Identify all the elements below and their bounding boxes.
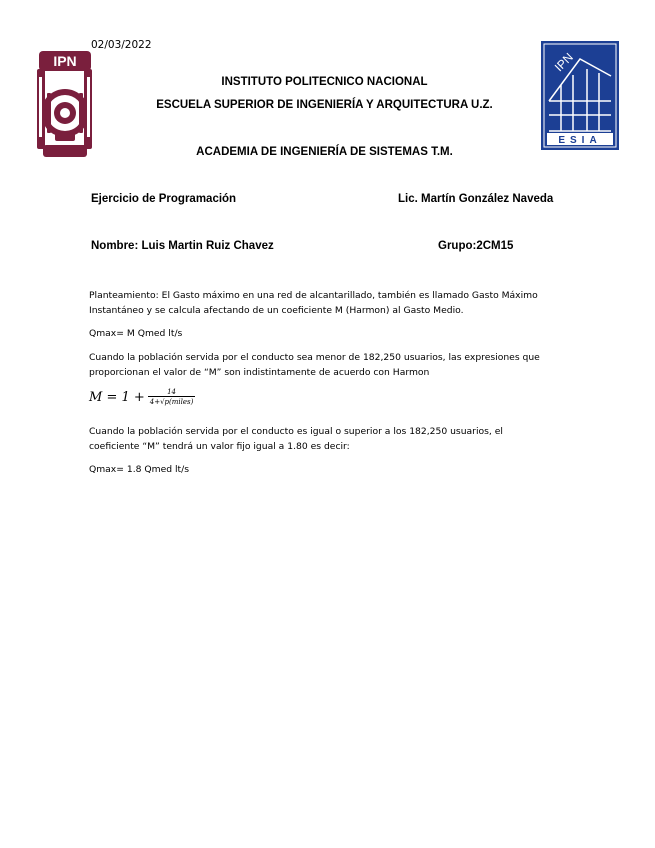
text-line: Cuando la población servida por el conducto sea menor de 182,250 usuarios, las expresiones que — [89, 352, 540, 363]
text-line: coeficiente “M” tendrá un valor fijo igual a 1.80 es decir: — [89, 441, 350, 452]
equation-qmax-fixed: Qmax= 1.8 Qmed lt/s — [89, 464, 190, 475]
condition-paragraph — [89, 350, 540, 380]
formula-lhs: M = 1 + — [89, 389, 145, 405]
formula-denominator: 4+√p(miles) — [149, 398, 194, 406]
school-title: ESCUELA SUPERIOR DE INGENIERÍA Y ARQUITECTURA U.Z. — [156, 99, 493, 111]
teacher-name: Lic. Martín González Naveda — [398, 193, 554, 205]
text-line: Instantáneo y se calcula afectando de un coeficiente M (Harmon) al Gasto Medio. — [89, 305, 464, 316]
svg-text:IPN: IPN — [551, 50, 576, 75]
formula-numerator: 14 — [167, 388, 177, 396]
esia-logo — [541, 41, 619, 150]
institution-title: INSTITUTO POLITECNICO NACIONAL — [221, 76, 428, 88]
text-line: Planteamiento: El Gasto máximo en una red de alcantarillado, también es llamado Gasto Máximo — [89, 290, 538, 301]
text-line: proporcionan el valor de “M” son indistintamente de acuerdo con Harmon — [89, 367, 430, 378]
text-line: Cuando la población servida por el conducto es igual o superior a los 182,250 usuarios, el — [89, 426, 503, 437]
group-label: Grupo:2CM15 — [438, 240, 514, 252]
formula-fraction — [148, 388, 196, 406]
exercise-label: Ejercicio de Programación — [91, 193, 237, 205]
equation-qmax: Qmax= M Qmed lt/s — [89, 328, 183, 339]
student-name: Nombre: Luis Martin Ruiz Chavez — [91, 240, 274, 252]
harmon-formula — [89, 388, 195, 406]
svg-text:IPN: IPN — [53, 53, 77, 69]
academy-title: ACADEMIA DE INGENIERÍA DE SISTEMAS T.M. — [196, 146, 453, 158]
fixed-coefficient-paragraph — [89, 424, 503, 454]
svg-text:ESIA: ESIA — [558, 135, 602, 146]
date: 02/03/2022 — [91, 39, 152, 51]
statement-paragraph — [89, 288, 538, 318]
